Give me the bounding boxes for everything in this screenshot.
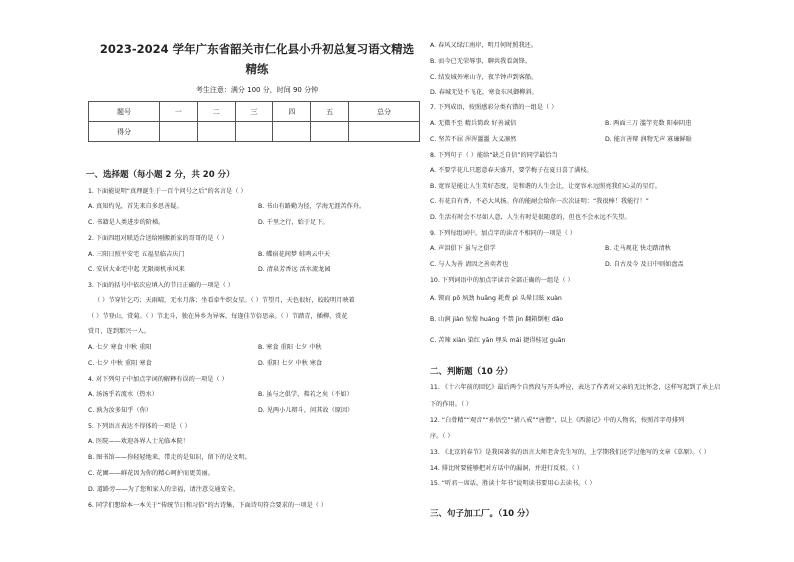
score-table-score-row bbox=[89, 122, 420, 142]
exam-title-line2: 精练 bbox=[245, 62, 269, 76]
q3-passage-line2: （ ）节登山，赏菊。（ ）节北斗，独在异乡为异客，每逢佳节倍思亲。（ ）节踏青，插柳、赏花 bbox=[88, 313, 348, 320]
q5-stem: 5. 下列语言表达不得体的一项是（ ） bbox=[88, 423, 191, 430]
q7-option-b[interactable]: B. 两面三刀 滥竽充数 阳奉阴违 bbox=[605, 120, 692, 127]
j12-line1: 12. “白骨精”“观音”“孙悟空”“猪八戒”“唐僧”，以上《西游记》中的人物名，按照首字母排列 bbox=[430, 417, 685, 424]
exam-title-line1: 2023-2024 学年广东省韶关市仁化县小升初总复习语文精选 bbox=[99, 42, 415, 56]
section-2-heading: 二、判断题（10 分） bbox=[430, 367, 513, 377]
section-1-heading: 一、选择题（每小题 2 分，共 20 分） bbox=[86, 170, 235, 180]
q10-stem: 10. 下列词语中的加点字读音全部正确的一组是（ ） bbox=[430, 277, 574, 284]
score-table bbox=[88, 101, 420, 142]
q4-stem: 4. 对下列句子中加点字词的解释有误的一项是（ ） bbox=[88, 376, 228, 383]
q9-option-a[interactable]: A. 声泪俱下 虽与之俱学 bbox=[430, 245, 496, 252]
score-table-header-row bbox=[89, 102, 420, 122]
q7-option-c[interactable]: C. 坚苦不屈 浑浑噩噩 大义凛然 bbox=[430, 136, 517, 143]
j11-line1: 11. 《十六年前的回忆》最后两个自然段与开头呼应，表达了作者对父亲的无比怀念，这样写起到了承上启 bbox=[430, 384, 721, 391]
score-header-cell: 一 bbox=[159, 102, 197, 122]
q4-option-b[interactable]: B. 虽与之俱学，弗若之矣（不如） bbox=[258, 391, 353, 398]
q7-stem: 7. 下列成语，按照感彩分类有错的一组是（ ） bbox=[430, 104, 558, 111]
q3-option-a[interactable]: A. 七夕 寒食 中秋 重阳 bbox=[88, 344, 152, 351]
score-cell[interactable] bbox=[273, 122, 311, 142]
q6-option-a[interactable]: A. 春风又绿江南岸，明月何时照我还。 bbox=[430, 42, 538, 49]
q6-option-c[interactable]: C. 结发城外寒山寺，夜半钟声到客船。 bbox=[430, 74, 538, 81]
j15-statement: 15. “听君一席话，胜读十年书”说明读书要用心去读书。（ ） bbox=[430, 480, 596, 487]
q7-option-d[interactable]: D. 能言善辩 润物无声 寡廉鲜耻 bbox=[605, 136, 692, 143]
score-cell[interactable] bbox=[235, 122, 273, 142]
q5-option-a[interactable]: A. 医院——欢迎各界人士光临本院！ bbox=[88, 438, 189, 445]
q3-stem: 3. 下面的括号中依次应填入的节日正确的一项是（ ） bbox=[88, 282, 234, 289]
q6-option-d[interactable]: D. 春城无处不飞花，寒食东风御柳斜。 bbox=[430, 89, 538, 96]
score-header-cell: 二 bbox=[197, 102, 235, 122]
q4-option-c[interactable]: C. 孰为汝多知乎（你） bbox=[88, 407, 152, 414]
j11-line2: 下的作用。（ ） bbox=[430, 401, 473, 408]
q6-stem: 6. 同学们想给本一本关于“传统节日和习俗”的古诗集，下面诗句符合要求的一项是（ ） bbox=[88, 502, 327, 509]
q8-option-c[interactable]: C. 有花自有香，不必大风扬。你的能耐会给你一次次证明：“我很棒！我能行！” bbox=[430, 198, 649, 205]
q3-option-d[interactable]: D. 重阳 七夕 中秋 寒食 bbox=[258, 360, 323, 367]
q1-option-c[interactable]: C. 书籍是人类进步的阶梯。 bbox=[88, 219, 165, 226]
q2-option-c[interactable]: C. 安居大业宅中起 无限商机承风来 bbox=[88, 266, 185, 273]
q6-option-b[interactable]: B. 而今已无荣辱事，聊共我看剑锋。 bbox=[430, 58, 531, 65]
q10-option-b[interactable]: B. 山涧 jiàn 惊惶 huáng 不禁 jìn 翻箱倒柜 dǎo bbox=[430, 316, 564, 323]
q3-passage-line1: （ ）节穿针乞巧；天雨晴，无水月落；坐看牵牛织女星。（ ）节望月，天色很好，皎皎明月映着 bbox=[94, 297, 355, 304]
q8-option-d[interactable]: D. 生活有时会不尽如人意，人生有时是很随意的，但也不会永远不失望。 bbox=[430, 214, 631, 221]
q9-stem: 9. 下列每组词中，加点字的读音不相同的一项是（ ） bbox=[430, 230, 576, 237]
score-header-cell: 五 bbox=[311, 102, 349, 122]
j12-line2: 序。（ ） bbox=[430, 433, 454, 440]
q9-option-b[interactable]: B. 走马观花 快走踏清秋 bbox=[605, 245, 671, 252]
q2-option-b[interactable]: B. 蝶宿花间梦 蛙鸣云中天 bbox=[258, 251, 331, 258]
q2-stem: 2. 下面四组对联适合送给刚搬新家的哥哥的是（ ） bbox=[88, 235, 228, 242]
q10-option-a[interactable]: A. 锲而 pō 夙劲 huāng 耗费 pì 头晕目眩 xuàn bbox=[430, 295, 562, 302]
q8-option-b[interactable]: B. 宽容是能让人生美好态度，是和谐的人生会让，让宽容永远照亮我们心灵的星灯。 bbox=[430, 183, 661, 190]
score-cell[interactable] bbox=[197, 122, 235, 142]
score-header-cell: 总分 bbox=[349, 102, 420, 122]
q3-option-c[interactable]: C. 七夕 中秋 重阳 寒食 bbox=[88, 360, 152, 367]
j13-statement: 13. 《北京的春节》是我国著名的语言大师老舍先生写的，上学期我们还学过他写的文章《草原》。（ ） bbox=[430, 449, 710, 456]
q2-option-d[interactable]: D. 清泉芳香远 活水流龙园 bbox=[258, 266, 331, 273]
q7-option-a[interactable]: A. 无微不至 精兵简政 好善诚信 bbox=[430, 120, 517, 127]
score-cell[interactable] bbox=[311, 122, 349, 142]
q2-option-a[interactable]: A. 三阳日照平安宅 五福星临吉庆门 bbox=[88, 251, 185, 258]
j14-statement: 14. 排比时要能够把对方话中的漏洞，并进行反驳。（ ） bbox=[430, 465, 583, 472]
section-3-heading: 三、句子加工厂。（10 分） bbox=[430, 509, 535, 519]
score-header-cell: 四 bbox=[273, 102, 311, 122]
score-header-cell: 题号 bbox=[89, 102, 160, 122]
q1-stem: 1. 下面能说明“真理诞生于一百个问号之后”的名言是（ ） bbox=[88, 188, 247, 195]
q9-option-c[interactable]: C. 与人为善 请因之善奕者也 bbox=[430, 261, 509, 268]
q1-option-d[interactable]: D. 千里之行，始于足下。 bbox=[258, 219, 329, 226]
q4-option-a[interactable]: A. 汤汤乎若流水（热水） bbox=[88, 391, 158, 398]
q4-option-d[interactable]: D. 见两小儿辩斗，问其故（原因） bbox=[258, 407, 354, 414]
q8-option-a[interactable]: A. 不要学花儿只愿意春天盛开，要学梅子在夏日喜了满枝。 bbox=[430, 167, 593, 174]
score-row-label: 得分 bbox=[89, 122, 160, 142]
score-header-cell: 三 bbox=[235, 102, 273, 122]
q3-option-b[interactable]: B. 寒食 重阳 七夕 中秋 bbox=[258, 344, 322, 351]
q8-stem: 8. 下列句子（ ）能给“缺乏自信”的同学最恰当 bbox=[430, 152, 558, 159]
score-cell[interactable] bbox=[349, 122, 420, 142]
score-cell[interactable] bbox=[159, 122, 197, 142]
q10-option-c[interactable]: C. 苦辣 xiàn 染红 yān 埋头 mái 捷得桂冠 guān bbox=[430, 337, 566, 344]
q3-passage-line3: 赏月，连到那兴一人。 bbox=[88, 328, 150, 335]
q1-option-b[interactable]: B. 书山有路勤为径，学海无涯苦作舟。 bbox=[258, 203, 366, 210]
q5-option-b[interactable]: B. 图书馆——你轻轻地来，带走的是知识，留下的是文明。 bbox=[88, 454, 251, 461]
q1-option-a[interactable]: A. 真知灼见，首先来自多思善疑。 bbox=[88, 203, 183, 210]
q9-option-d[interactable]: D. 自古及今 及日中则如盘盂 bbox=[605, 261, 684, 268]
q5-option-c[interactable]: C. 花圃——鲜花因为你的精心呵护而更美丽。 bbox=[88, 470, 214, 477]
q5-option-d[interactable]: D. 道路旁——为了您和家人的幸福，请注意交通安全。 bbox=[88, 486, 240, 493]
exam-notice: 考生注意：满分 100 分，时间 90 分钟 bbox=[195, 86, 319, 94]
